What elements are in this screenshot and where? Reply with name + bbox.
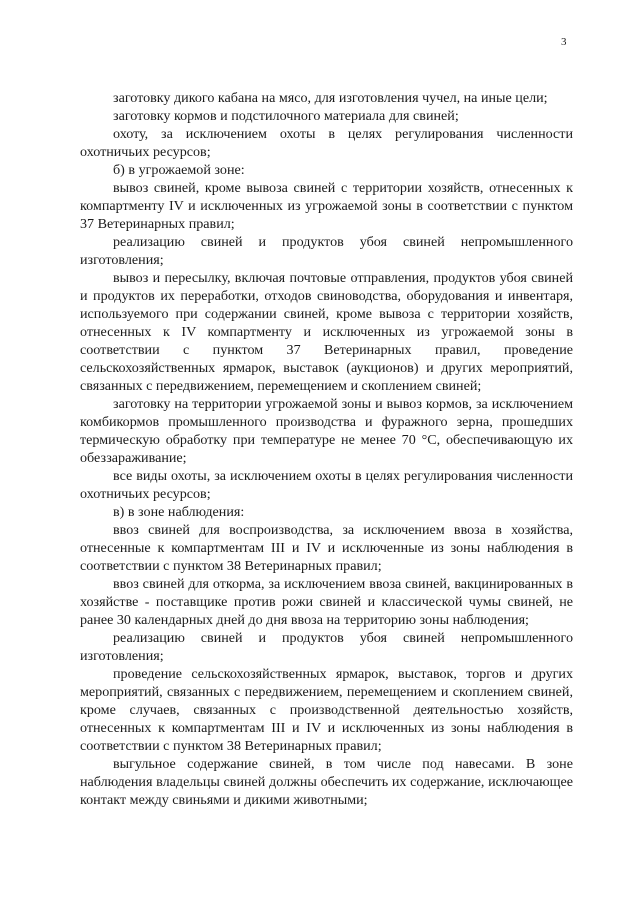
subsection-heading-observation-zone: в) в зоне наблюдения: (113, 504, 245, 520)
paragraph-all-hunting: все виды охоты, за исключением охоты в целях регулирования численности охотничьих ресурсов; (80, 468, 573, 502)
paragraph-fairs-exhibitions: проведение сельскохозяйственных ярмарок, выставок, торгов и других мероприятий, связанных с передвижением, перемещением и скоплением свиней, кроме случаев, связанных с производственной деятельностью хозяйств, отнесенных к компартментам III и IV и исключенных из зоны наблюдения в соответствии с пунктом 38 Ветеринарных правил; (80, 666, 573, 754)
subsection-heading-threatened-zone: б) в угрожаемой зоне: (113, 162, 245, 178)
paragraph-export-shipment: вывоз и пересылку, включая почтовые отправления, продуктов убоя свиней и продуктов их переработки, отходов свиноводства, оборудования и инвентаря, используемого при содержании свиней, кроме вывоза с территории хозяйств, отнесенных к IV компартменту и исключенных из угрожаемой зоны в соответствии с пунктом 37 Ветеринарных правил, проведение сельскохозяйственных ярмарок, выставок (аукционов) и других мероприятий, связанных с передвижением, перемещением и скоплением свиней; (80, 270, 573, 394)
paragraph-products-sale-observation: реализацию свиней и продуктов убоя свиней непромышленного изготовления; (80, 630, 573, 664)
paragraph-free-range-keeping: выгульное содержание свиней, в том числе под навесами. В зоне наблюдения владельцы свиней должны обеспечить их содержание, исключающее контакт между свиньями и дикими животными; (80, 756, 573, 808)
paragraph-feed-harvest: заготовку кормов и подстилочного материала для свиней; (113, 108, 459, 124)
document-body (80, 89, 573, 809)
page-number: 3 (561, 36, 567, 48)
paragraph-import-breeding: ввоз свиней для воспроизводства, за исключением ввоза в хозяйства, отнесенные к компартментам III и IV и исключенные из зоны наблюдения в соответствии с пунктом 38 Ветеринарных правил; (80, 522, 573, 574)
paragraph-pig-export: вывоз свиней, кроме вывоза свиней с территории хозяйств, отнесенных к компартменту IV и исключенных из угрожаемой зоны в соответствии с пунктом 37 Ветеринарных правил; (80, 180, 573, 232)
paragraph-wild-boar-harvest: заготовку дикого кабана на мясо, для изготовления чучел, на иные цели; (113, 90, 548, 106)
paragraph-pig-products-sale: реализацию свиней и продуктов убоя свиней непромышленного изготовления; (80, 234, 573, 268)
paragraph-feed-procurement: заготовку на территории угрожаемой зоны и вывоз кормов, за исключением комбикормов промышленного производства и фуражного зерна, прошедших термическую обработку при температуре не менее 70 °С, обеспечивающую их обеззараживание; (80, 396, 573, 466)
paragraph-hunting: охоту, за исключением охоты в целях регулирования численности охотничьих ресурсов; (80, 126, 573, 160)
paragraph-import-fattening: ввоз свиней для откорма, за исключением ввоза свиней, вакцинированных в хозяйстве - поставщике против рожи свиней и классической чумы свиней, не ранее 30 календарных дней до дня ввоза на территорию зоны наблюдения; (80, 576, 573, 628)
